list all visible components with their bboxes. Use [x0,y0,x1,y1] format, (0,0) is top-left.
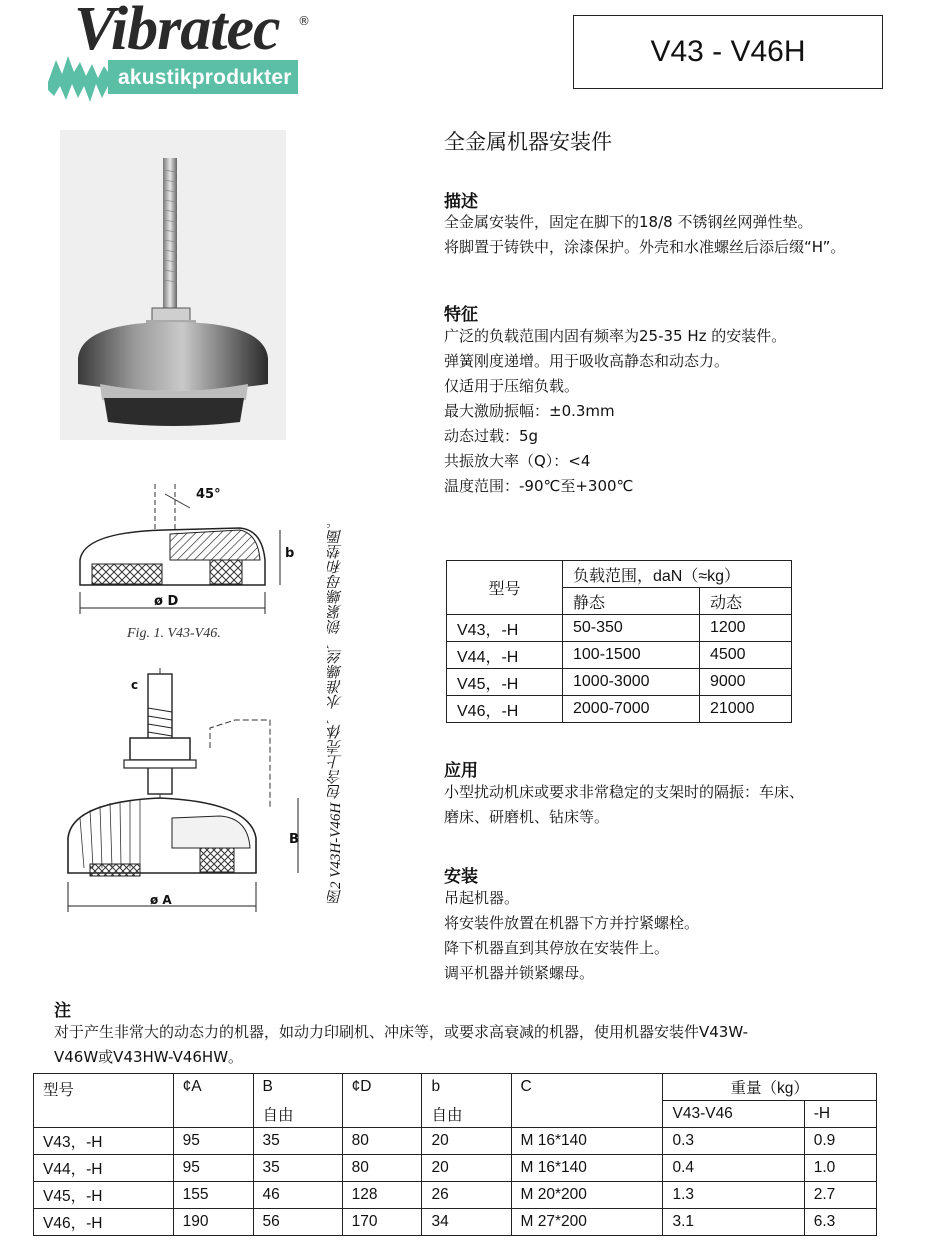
fig1-caption: Fig. 1. V43-V46. [127,626,221,641]
fig1-dim-b: b [285,546,295,561]
product-photo [60,130,286,440]
table-row: V46，-H 190 56 170 34 M 27*200 3.1 6.3 [34,1209,877,1236]
table-row: V45，-H 155 46 128 26 M 20*200 1.3 2.7 [34,1182,877,1209]
brand-tagline: akustikprodukter [118,66,292,89]
description-heading: 描述 [444,192,478,212]
description-body: 全金属安装件，固定在脚下的18/8 不锈钢丝网弹性垫。 将脚置于铸铁中，涂漆保护。外壳和水准螺丝后添后缀“H”。 [444,213,846,256]
dim-header-b-small-sub: 自由 [422,1101,511,1128]
fig1-angle-label: 45° [196,487,221,502]
fig2-dim-a: ø A [150,893,172,907]
brand-name: Vibratec [74,0,280,63]
note-heading: 注 [54,1001,71,1021]
table-row: V45，-H 1000-3000 9000 [447,669,792,696]
features-body: 广泛的负载范围内固有频率为25-35 Hz 的安装件。 弹簧刚度递增。用于吸收高静态和动态力。 仅适用于压缩负载。 最大激励振幅：±0.3mm 动态过载：5g 共振放大率（Q）：<4 温度范围：-90℃至+300℃ [444,327,787,495]
dim-header-c: C [511,1074,663,1128]
model-range-box [573,15,883,89]
table-row: V46，-H 2000-7000 21000 [447,696,792,723]
table-row: V44，-H 100-1500 4500 [447,642,792,669]
product-title: 全金属机器安装件 [444,130,612,154]
table-row: V43，-H 95 35 80 20 M 16*140 0.3 0.9 [34,1128,877,1155]
application-body: 小型扰动机床或要求非常稳定的支架时的隔振：车床、 磨床、研磨机、钻床等。 [444,783,805,826]
features-heading: 特征 [444,305,478,325]
load-header-range: 负载范围，daN（≈kg） [563,561,792,588]
dim-header-model: 型号 [34,1074,174,1128]
dim-header-a: ¢A [173,1074,253,1128]
registered-mark: ® [298,14,310,28]
model-range-text: V43 - V46H [650,35,806,68]
fig2-dim-b: B [289,832,299,847]
load-header-model: 型号 [447,561,563,615]
dim-header-b-sub: 自由 [253,1101,342,1128]
load-header-dynamic: 动态 [699,588,791,615]
dim-header-d: ¢D [342,1074,422,1128]
dim-header-w1: V43-V46 [663,1101,804,1128]
note-body: 对于产生非常大的动态力的机器，如动力印刷机、冲床等，或要求高衰减的机器，使用机器安装件V43W- V46W或V43HW-V46HW。 [54,1023,748,1066]
fig1-dim-d: ø D [154,594,179,609]
load-range-table [446,560,792,723]
table-row: V43，-H 50-350 1200 [447,615,792,642]
fig2-caption: 图2 V43H-V46H 包含上壳体、水准螺丝、锁紧螺母和垫圈。 [328,514,344,904]
dim-header-b-small: b [422,1074,511,1101]
dim-header-w2: -H [804,1101,876,1128]
table-row: V44，-H 95 35 80 20 M 16*140 0.4 1.0 [34,1155,877,1182]
dim-header-weight: 重量（kg） [663,1074,877,1101]
application-heading: 应用 [444,761,478,781]
fig2-dim-c: c [131,678,139,692]
figure-2-drawing [60,668,310,918]
dimensions-table [33,1073,877,1236]
figure-1-drawing [70,480,305,620]
installation-heading: 安装 [444,867,478,887]
load-header-static: 静态 [563,588,700,615]
installation-body: 吊起机器。 将安装件放置在机器下方并拧紧螺栓。 降下机器直到其停放在安装件上。 调平机器并锁紧螺母。 [444,889,700,982]
dim-header-b: B [253,1074,342,1101]
